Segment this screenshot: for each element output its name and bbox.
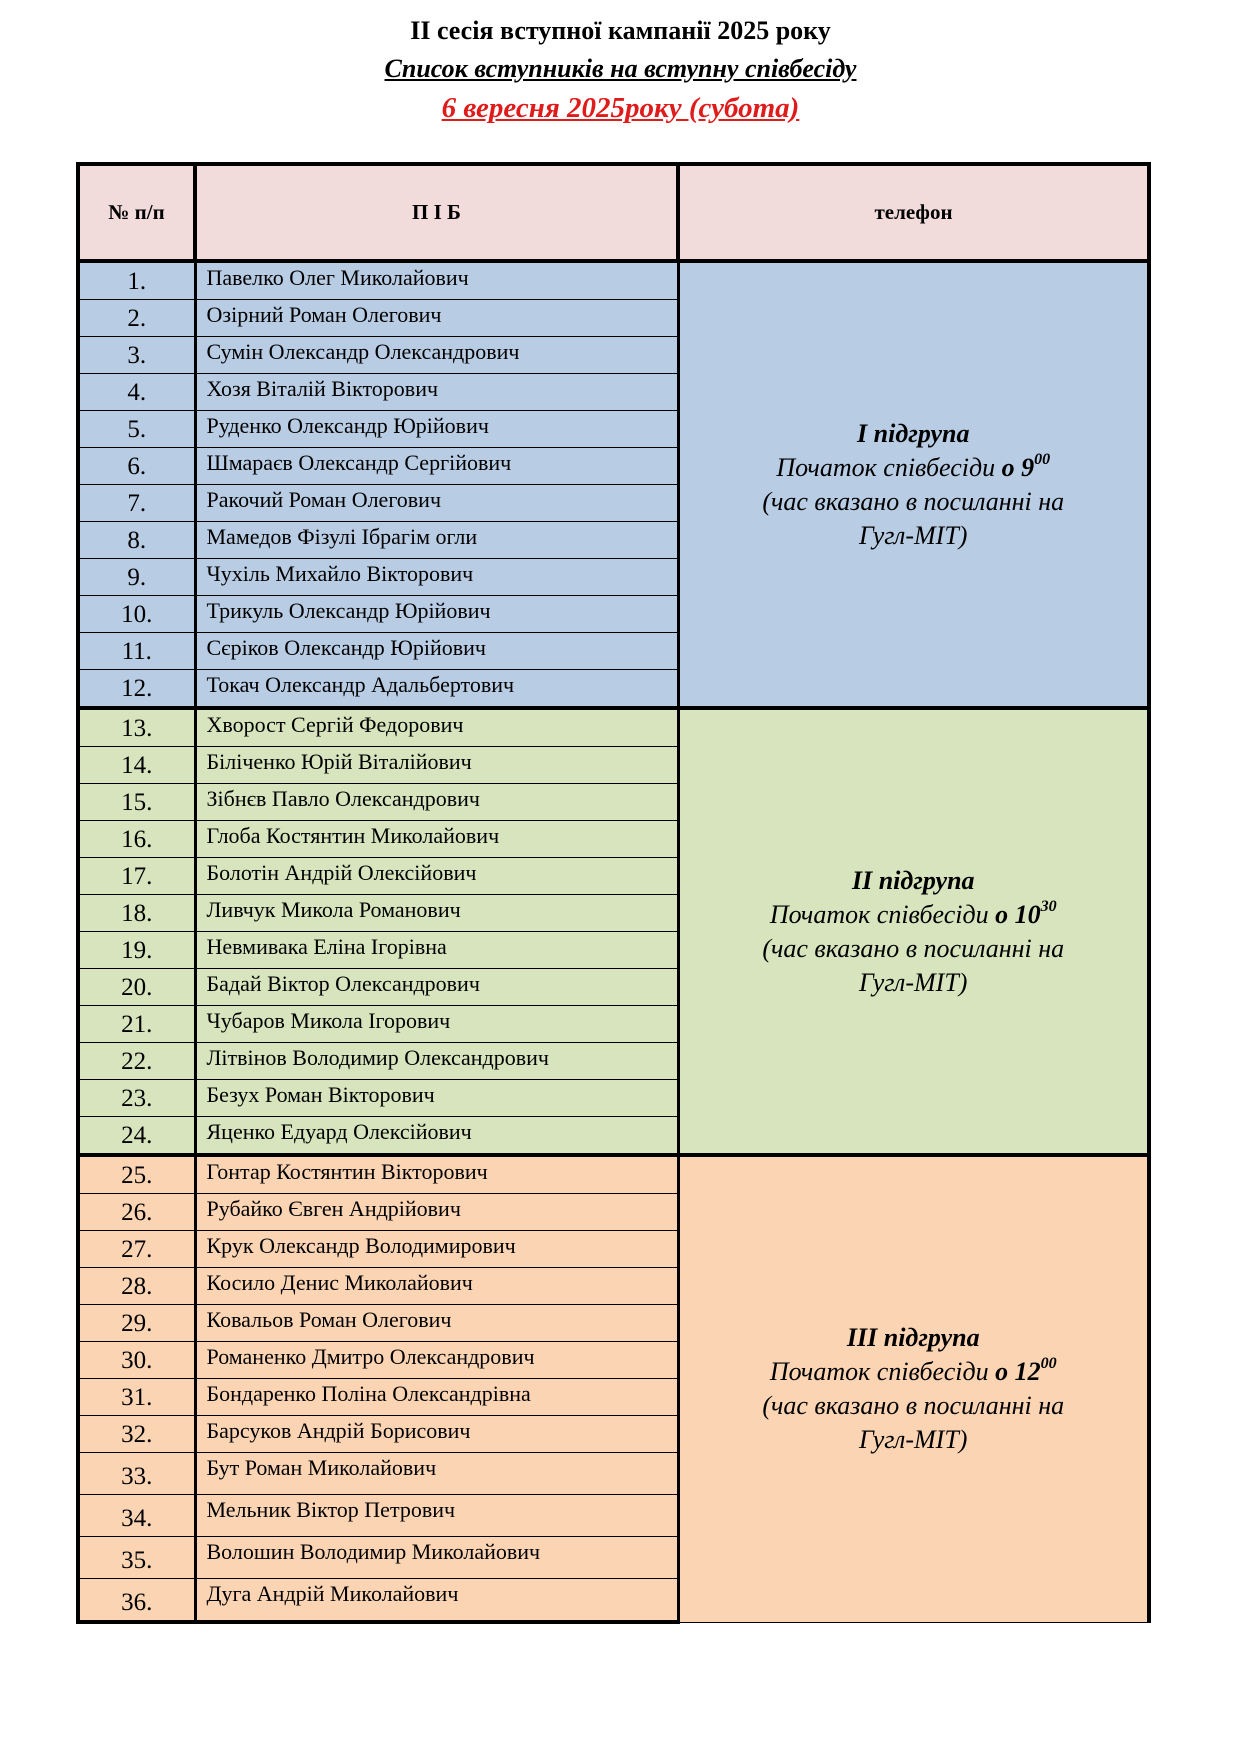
start-time-value: о 12	[995, 1357, 1041, 1387]
column-header-name: П І Б	[195, 164, 678, 261]
applicant-name: Барсуков Андрій Борисович	[195, 1416, 678, 1453]
row-number: 29.	[78, 1305, 195, 1342]
row-number: 10.	[78, 596, 195, 633]
row-number: 4.	[78, 374, 195, 411]
applicant-name: Бондаренко Поліна Олександрівна	[195, 1379, 678, 1416]
row-number: 36.	[78, 1579, 195, 1623]
applicant-name: Зібнєв Павло Олександрович	[195, 784, 678, 821]
applicant-name: Безух Роман Вікторович	[195, 1080, 678, 1117]
row-number: 15.	[78, 784, 195, 821]
applicant-name: Біліченко Юрій Віталійович	[195, 747, 678, 784]
row-number: 32.	[78, 1416, 195, 1453]
applicant-name: Мамедов Фізулі Ібрагім огли	[195, 522, 678, 559]
row-number: 21.	[78, 1006, 195, 1043]
subgroup-note-line1: (час вказано в посиланні на	[762, 1391, 1065, 1421]
applicant-name: Мельник Віктор Петрович	[195, 1495, 678, 1537]
column-header-number: № п/п	[78, 164, 195, 261]
subgroup-info	[678, 708, 1149, 1155]
subgroup-note-line1: (час вказано в посиланні на	[762, 933, 1065, 963]
applicant-name: Бадай Віктор Олександрович	[195, 969, 678, 1006]
table-header-row	[78, 164, 1149, 261]
row-number: 33.	[78, 1453, 195, 1495]
row-number: 27.	[78, 1231, 195, 1268]
subgroup-note-line1: (час вказано в посиланні на	[762, 486, 1065, 516]
row-number: 24.	[78, 1117, 195, 1156]
table-row	[78, 1155, 1149, 1194]
subgroup-info	[678, 1155, 1149, 1622]
applicant-name: Болотін Андрій Олексійович	[195, 858, 678, 895]
applicant-name: Рубайко Євген Андрійович	[195, 1194, 678, 1231]
applicant-name: Сумін Олександр Олександрович	[195, 337, 678, 374]
row-number: 25.	[78, 1155, 195, 1194]
subgroup-start-time	[680, 898, 1148, 932]
subgroup-note-line2: Гугл-МІТ)	[859, 520, 968, 550]
row-number: 20.	[78, 969, 195, 1006]
row-number: 1.	[78, 261, 195, 300]
document-date: 6 вересня 2025року (субота)	[441, 92, 800, 124]
start-time-value: о 10	[995, 899, 1041, 929]
subgroup-title: ІІ підгрупа	[851, 865, 975, 895]
table-row	[78, 261, 1149, 300]
row-number: 19.	[78, 932, 195, 969]
subgroup-note-line2: Гугл-МІТ)	[859, 967, 968, 997]
applicant-name: Бут Роман Миколайович	[195, 1453, 678, 1495]
row-number: 31.	[78, 1379, 195, 1416]
subgroup-start-time	[680, 1355, 1148, 1389]
subgroup-note-line2: Гугл-МІТ)	[859, 1425, 968, 1455]
start-time-value: о 9	[1001, 452, 1035, 482]
applicants-table	[76, 162, 1151, 1624]
subgroup-title: І підгрупа	[857, 418, 970, 448]
applicant-name: Косило Денис Миколайович	[195, 1268, 678, 1305]
applicant-name: Павелко Олег Миколайович	[195, 261, 678, 300]
row-number: 3.	[78, 337, 195, 374]
row-number: 6.	[78, 448, 195, 485]
row-number: 11.	[78, 633, 195, 670]
start-time-minutes: 00	[1040, 1355, 1057, 1373]
start-time-minutes: 30	[1040, 897, 1057, 915]
applicant-name: Трикуль Олександр Юрійович	[195, 596, 678, 633]
applicant-name: Шмараєв Олександр Сергійович	[195, 448, 678, 485]
row-number: 23.	[78, 1080, 195, 1117]
row-number: 2.	[78, 300, 195, 337]
row-number: 16.	[78, 821, 195, 858]
row-number: 22.	[78, 1043, 195, 1080]
applicant-name: Дуга Андрій Миколайович	[195, 1579, 678, 1623]
document-subtitle: Список вступників на вступну співбесіду	[384, 54, 857, 83]
applicant-name: Глоба Костянтин Миколайович	[195, 821, 678, 858]
applicant-name: Хворост Сергій Федорович	[195, 708, 678, 747]
row-number: 34.	[78, 1495, 195, 1537]
applicant-name: Сєріков Олександр Юрійович	[195, 633, 678, 670]
start-time-prefix: Початок співбесіди	[776, 452, 1002, 482]
applicant-name: Ливчук Микола Романович	[195, 895, 678, 932]
applicant-name: Чухіль Михайло Вікторович	[195, 559, 678, 596]
start-time-prefix: Початок співбесіди	[769, 1357, 996, 1387]
row-number: 18.	[78, 895, 195, 932]
row-number: 8.	[78, 522, 195, 559]
row-number: 5.	[78, 411, 195, 448]
table-row	[78, 708, 1149, 747]
row-number: 28.	[78, 1268, 195, 1305]
applicant-name: Крук Олександр Володимирович	[195, 1231, 678, 1268]
applicant-name: Хозя Віталій Вікторович	[195, 374, 678, 411]
applicant-name: Гонтар Костянтин Вікторович	[195, 1155, 678, 1194]
row-number: 9.	[78, 559, 195, 596]
row-number: 7.	[78, 485, 195, 522]
start-time-prefix: Початок співбесіди	[769, 899, 996, 929]
applicant-name: Невмивака Еліна Ігорівна	[195, 932, 678, 969]
applicant-name: Волошин Володимир Миколайович	[195, 1537, 678, 1579]
document-title: ІІ сесія вступної кампанії 2025 року	[410, 16, 831, 45]
row-number: 30.	[78, 1342, 195, 1379]
applicant-name: Токач Олександр Адальбертович	[195, 670, 678, 709]
table-body	[78, 261, 1149, 1622]
applicant-name: Літвінов Володимир Олександрович	[195, 1043, 678, 1080]
applicant-name: Ракочий Роман Олегович	[195, 485, 678, 522]
row-number: 17.	[78, 858, 195, 895]
applicant-name: Яценко Едуард Олексійович	[195, 1117, 678, 1156]
applicant-name: Озірний Роман Олегович	[195, 300, 678, 337]
row-number: 12.	[78, 670, 195, 709]
subgroup-info	[678, 261, 1149, 708]
row-number: 13.	[78, 708, 195, 747]
row-number: 35.	[78, 1537, 195, 1579]
applicant-name: Руденко Олександр Юрійович	[195, 411, 678, 448]
applicant-name: Ковальов Роман Олегович	[195, 1305, 678, 1342]
subgroup-start-time	[680, 451, 1148, 485]
start-time-minutes: 00	[1034, 450, 1051, 468]
applicant-name: Романенко Дмитро Олександрович	[195, 1342, 678, 1379]
row-number: 14.	[78, 747, 195, 784]
applicant-name: Чубаров Микола Ігорович	[195, 1006, 678, 1043]
row-number: 26.	[78, 1194, 195, 1231]
column-header-phone: телефон	[678, 164, 1149, 261]
subgroup-title: ІІІ підгрупа	[846, 1323, 980, 1353]
